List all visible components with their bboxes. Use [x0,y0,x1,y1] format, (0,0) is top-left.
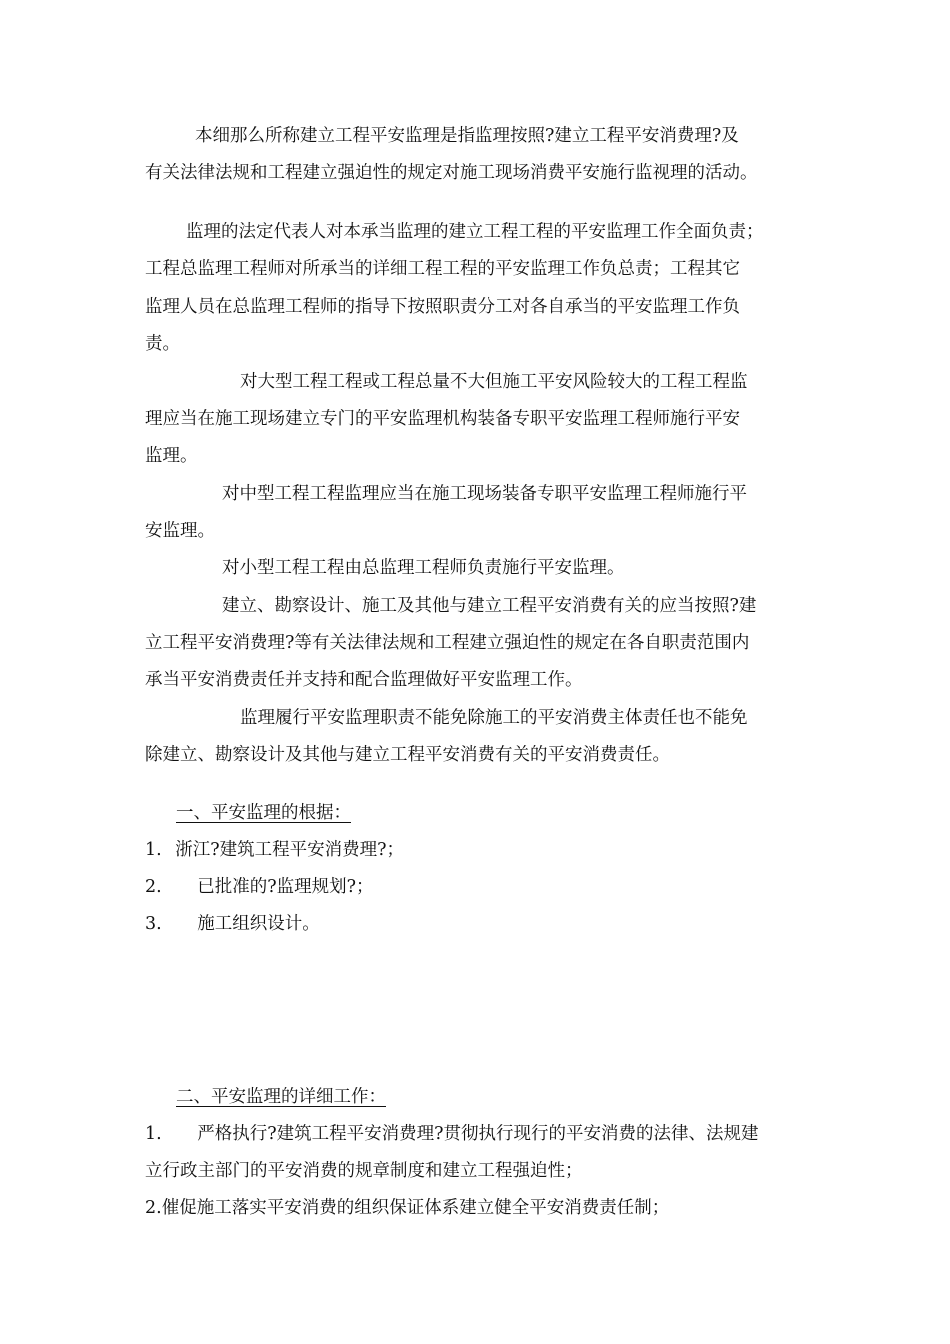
section-2-heading: 二、平安监理的详细工作： [176,1087,386,1107]
paragraph-2-line-4: 责。 [145,334,180,354]
paragraph-1-line-1: 本细那么所称建立工程平安监理是指监理按照?建立工程平安消费理?及 [195,126,739,146]
paragraph-3-line-2: 理应当在施工现场建立专门的平安监理机构装备专职平安监理工程师施行平安 [145,409,740,429]
paragraph-6-line-1: 建立、勘察设计、施工及其他与建立工程平安消费有关的应当按照?建 [222,596,757,616]
list-item-text: 已批准的?监理规划?； [197,877,374,897]
paragraph-3-line-1: 对大型工程工程或工程总量不大但施工平安风险较大的工程工程监 [240,372,748,392]
paragraph-2-line-1: 监理的法定代表人对本承当监理的建立工程工程的平安监理工作全面负责； [186,222,764,242]
list-item-number: 3. [145,914,162,934]
list-item-text: 严格执行?建筑工程平安消费理?贯彻执行现行的平安消费的法律、法规建 [197,1124,759,1144]
list-item [145,838,404,862]
list-item-number: 2. [145,877,162,897]
paragraph-7-line-1: 监理履行平安监理职责不能免除施工的平安消费主体责任也不能免 [240,708,748,728]
list-item [145,912,320,936]
list-item-continuation: 立行政主部门的平安消费的规章制度和建立工程强迫性； [145,1161,583,1181]
list-item-text: 浙江?建筑工程平安消费理?； [175,840,405,860]
paragraph-3-line-3: 监理。 [145,446,198,466]
paragraph-2-line-2: 工程总监理工程师对所承当的详细工程工程的平安监理工作负总责；工程其它 [145,259,740,279]
section-1-heading: 一、平安监理的根据： [176,803,351,823]
paragraph-6-line-2: 立工程平安消费理?等有关法律法规和工程建立强迫性的规定在各自职责范围内 [145,633,750,653]
list-item-number: 1. [145,1124,162,1144]
paragraph-7-line-2: 除建立、勘察设计及其他与建立工程平安消费有关的平安消费责任。 [145,745,670,765]
paragraph-6-line-3: 承当平安消费责任并支持和配合监理做好平安监理工作。 [145,670,583,690]
paragraph-5-line-1: 对小型工程工程由总监理工程师负责施行平安监理。 [222,558,625,578]
paragraph-1-line-2: 有关法律法规和工程建立强迫性的规定对施工现场消费平安施行监视理的活动。 [145,163,758,183]
paragraph-4-line-1: 对中型工程工程监理应当在施工现场装备专职平安监理工程师施行平 [222,484,747,504]
list-item-text: 施工组织设计。 [197,914,320,934]
list-item [145,875,374,899]
paragraph-2-line-3: 监理人员在总监理工程师的指导下按照职责分工对各自承当的平安监理工作负 [145,297,740,317]
list-item: 2.催促施工落实平安消费的组织保证体系建立健全平安消费责任制； [145,1198,670,1218]
list-item-number: 1. [145,840,162,860]
paragraph-4-line-2: 安监理。 [145,521,215,541]
list-item [145,1122,759,1146]
